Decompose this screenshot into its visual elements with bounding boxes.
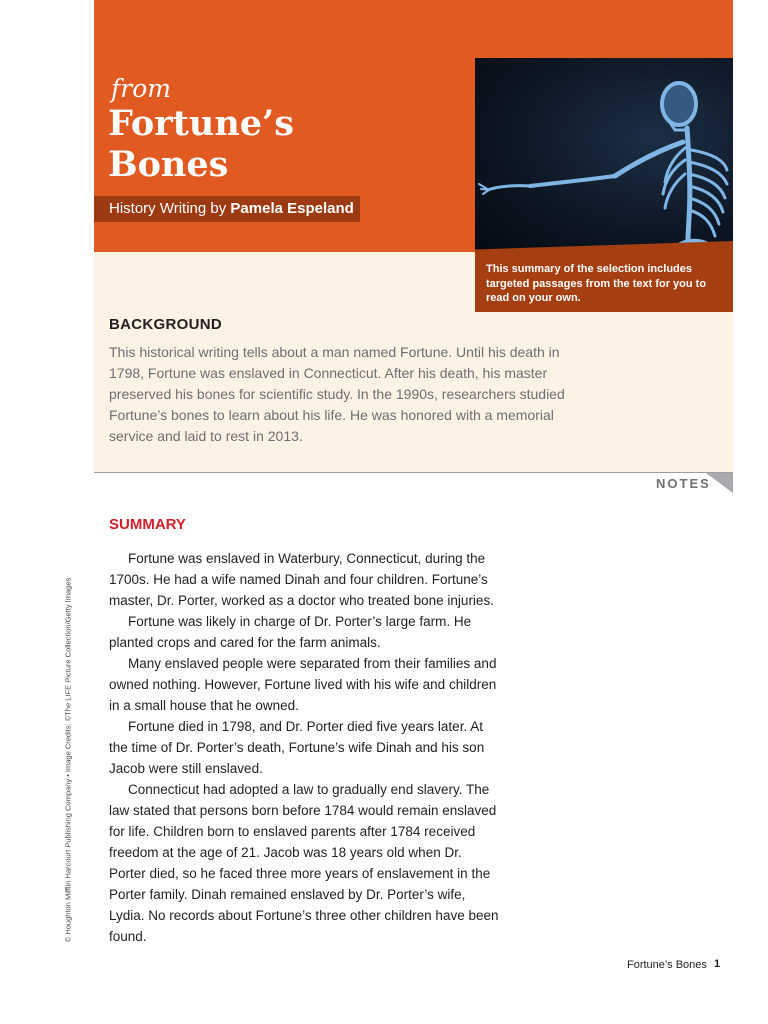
background-text (109, 342, 579, 447)
page-title (108, 103, 294, 185)
image-credit: © Houghton Mifflin Harcourt Publishing Company • Image Credits: ©The LIFE Picture Collection/Getty Images (63, 577, 73, 943)
summary-paragraph: Many enslaved people were separated from their families and owned nothing. However, Fortune lived with his wife and children in a small house that he owned. (109, 656, 497, 713)
page-number: 1 (714, 958, 721, 970)
background-heading: BACKGROUND (109, 316, 222, 333)
summary-paragraph: Connecticut had adopted a law to gradually end slavery. The law stated that persons born before 1784 would remain enslaved for life. Children born to enslaved parents after 1784 received freedom at the age of 21. Jacob was 18 years old when Dr. Porter died, so he faced three more years of enslavement in the Porter family. Dinah remained enslaved by Dr. Porter’s wife, Lydia. No records about Fortune’s three other children have been found. (109, 782, 499, 944)
background-paragraph: This historical writing tells about a man named Fortune. Until his death in 1798, Fortune was enslaved in Connecticut. After his death, his master preserved his bones for scientific study. In the 1990s, researchers studied Fortune’s bones to learn about his life. He was honored with a memorial service and laid to rest in 2013. (109, 344, 565, 444)
byline (94, 196, 360, 222)
summary-paragraph: Fortune was likely in charge of Dr. Porter’s large farm. He planted crops and cared for the farm animals. (109, 614, 472, 650)
title-line-1: Fortune’s (108, 103, 294, 144)
title-line-2: Bones (108, 144, 229, 185)
caption-text: This summary of the selection includes targeted passages from the text for you to read on your own. (486, 263, 707, 304)
summary-paragraph: Fortune died in 1798, and Dr. Porter died five years later. At the time of Dr. Porter’s death, Fortune’s wife Dinah and his son Jacob were still enslaved. (109, 719, 485, 776)
notes-divider (94, 472, 733, 473)
byline-prefix: History Writing by (109, 200, 227, 217)
summary-heading: SUMMARY (109, 516, 186, 533)
byline-author: Pamela Espeland (230, 200, 354, 217)
notes-label: NOTES (656, 476, 711, 491)
summary-text (109, 548, 499, 947)
summary-paragraph: Fortune was enslaved in Waterbury, Connecticut, during the 1700s. He had a wife named Dinah and four children. Fortune’s master, Dr. Porter, worked as a doctor who treated bone injuries. (109, 551, 494, 608)
skeleton-photo (475, 58, 733, 258)
from-label: from (111, 74, 171, 103)
skeleton-icon (475, 58, 733, 258)
footer-title: Fortune’s Bones (627, 959, 707, 971)
